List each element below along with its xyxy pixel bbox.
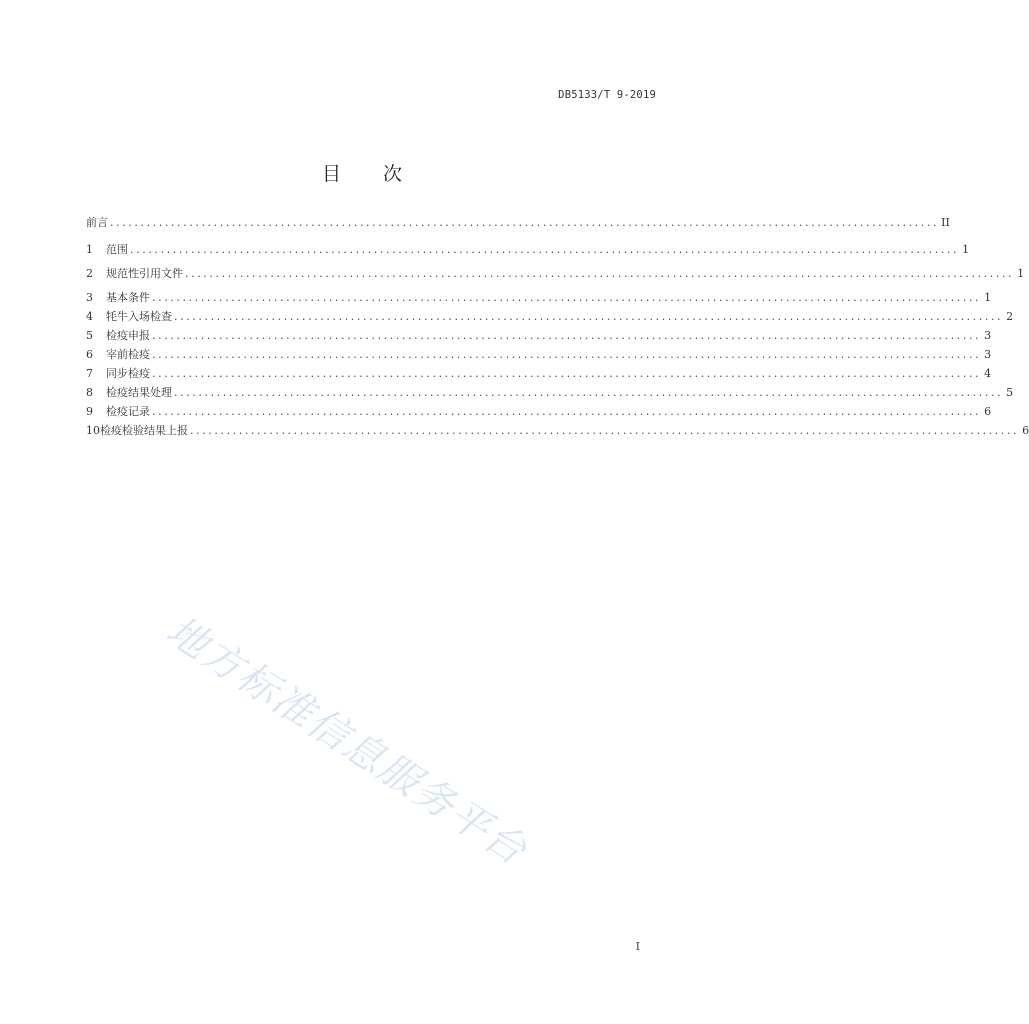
toc-leader-dots: ........................................................................................................................................ — [152, 405, 982, 418]
toc-entry-number: 2 — [86, 267, 93, 280]
toc-entry-label: 前言 — [86, 216, 108, 229]
toc-entry-number: 3 — [86, 291, 93, 304]
toc-entry-label: 规范性引用文件 — [106, 267, 183, 280]
toc-entry-page: 6 — [1022, 424, 1029, 437]
toc-entry-label: 牦牛入场检查 — [106, 310, 172, 323]
toc-entry-page: 3 — [984, 329, 992, 342]
toc-leader-dots: ........................................................................................................................................ — [152, 329, 982, 342]
toc-entry-6[interactable] — [86, 347, 992, 363]
toc-entry-page: 1 — [962, 243, 970, 256]
toc-entry-8[interactable] — [86, 385, 1014, 401]
toc-leader-dots: ........................................................................................................................................ — [130, 243, 960, 256]
toc-entry-label: 检疫检验结果上报 — [100, 424, 188, 437]
toc-leader-dots: ........................................................................................................................................ — [152, 348, 982, 361]
toc-entry-page: 1 — [984, 291, 992, 304]
toc-entry-4[interactable] — [86, 309, 1014, 325]
toc-entry-page: 6 — [984, 405, 992, 418]
toc-leader-dots: ........................................................................................................................................ — [185, 267, 1015, 280]
toc-entry-label: 同步检疫 — [106, 367, 150, 380]
toc-entry-label: 检疫记录 — [106, 405, 150, 418]
toc-entry-number: 4 — [86, 310, 93, 323]
toc-entry-number: 9 — [86, 405, 93, 418]
toc-entry-page: 2 — [1006, 310, 1014, 323]
toc-entry-number: 6 — [86, 348, 93, 361]
toc-entry-page: II — [941, 216, 950, 229]
toc-entry-label: 检疫结果处理 — [106, 386, 172, 399]
watermark: 地方标准信息服务平台 — [158, 607, 536, 875]
toc-leader-dots: ........................................................................................................................................ — [110, 216, 940, 229]
toc-leader-dots: ........................................................................................................................................ — [190, 424, 1020, 437]
toc-entry-2[interactable] — [86, 266, 1025, 282]
toc-entry-number: 8 — [86, 386, 93, 399]
toc-entry-preface[interactable] — [86, 215, 950, 231]
toc-entry-label: 基本条件 — [106, 291, 150, 304]
toc-entry-10[interactable] — [86, 423, 1029, 439]
toc-entry-number: 5 — [86, 329, 93, 342]
toc-leader-dots: ........................................................................................................................................ — [174, 386, 1004, 399]
toc-entry-9[interactable] — [86, 404, 992, 420]
toc-entry-1[interactable] — [86, 242, 970, 258]
toc-entry-7[interactable] — [86, 366, 992, 382]
toc-entry-label: 范围 — [106, 243, 128, 256]
toc-entry-page: 4 — [984, 367, 992, 380]
toc-entry-page: 3 — [984, 348, 992, 361]
toc-title: 目 次 — [321, 163, 421, 185]
toc-entry-page: 5 — [1006, 386, 1014, 399]
toc-entry-label: 检疫申报 — [106, 329, 150, 342]
toc-entry-number: 10 — [86, 424, 100, 437]
toc-entry-number: 7 — [86, 367, 93, 380]
toc-leader-dots: ........................................................................................................................................ — [174, 310, 1004, 323]
toc-leader-dots: ........................................................................................................................................ — [152, 367, 982, 380]
toc-entry-label: 宰前检疫 — [106, 348, 150, 361]
toc-entry-3[interactable] — [86, 290, 992, 306]
toc-entry-page: 1 — [1017, 267, 1025, 280]
page-number: I — [635, 940, 640, 953]
document-code: DB5133/T 9-2019 — [558, 89, 656, 101]
toc-leader-dots: ........................................................................................................................................ — [152, 291, 982, 304]
toc-entry-number: 1 — [86, 243, 93, 256]
toc-entry-5[interactable] — [86, 328, 992, 344]
